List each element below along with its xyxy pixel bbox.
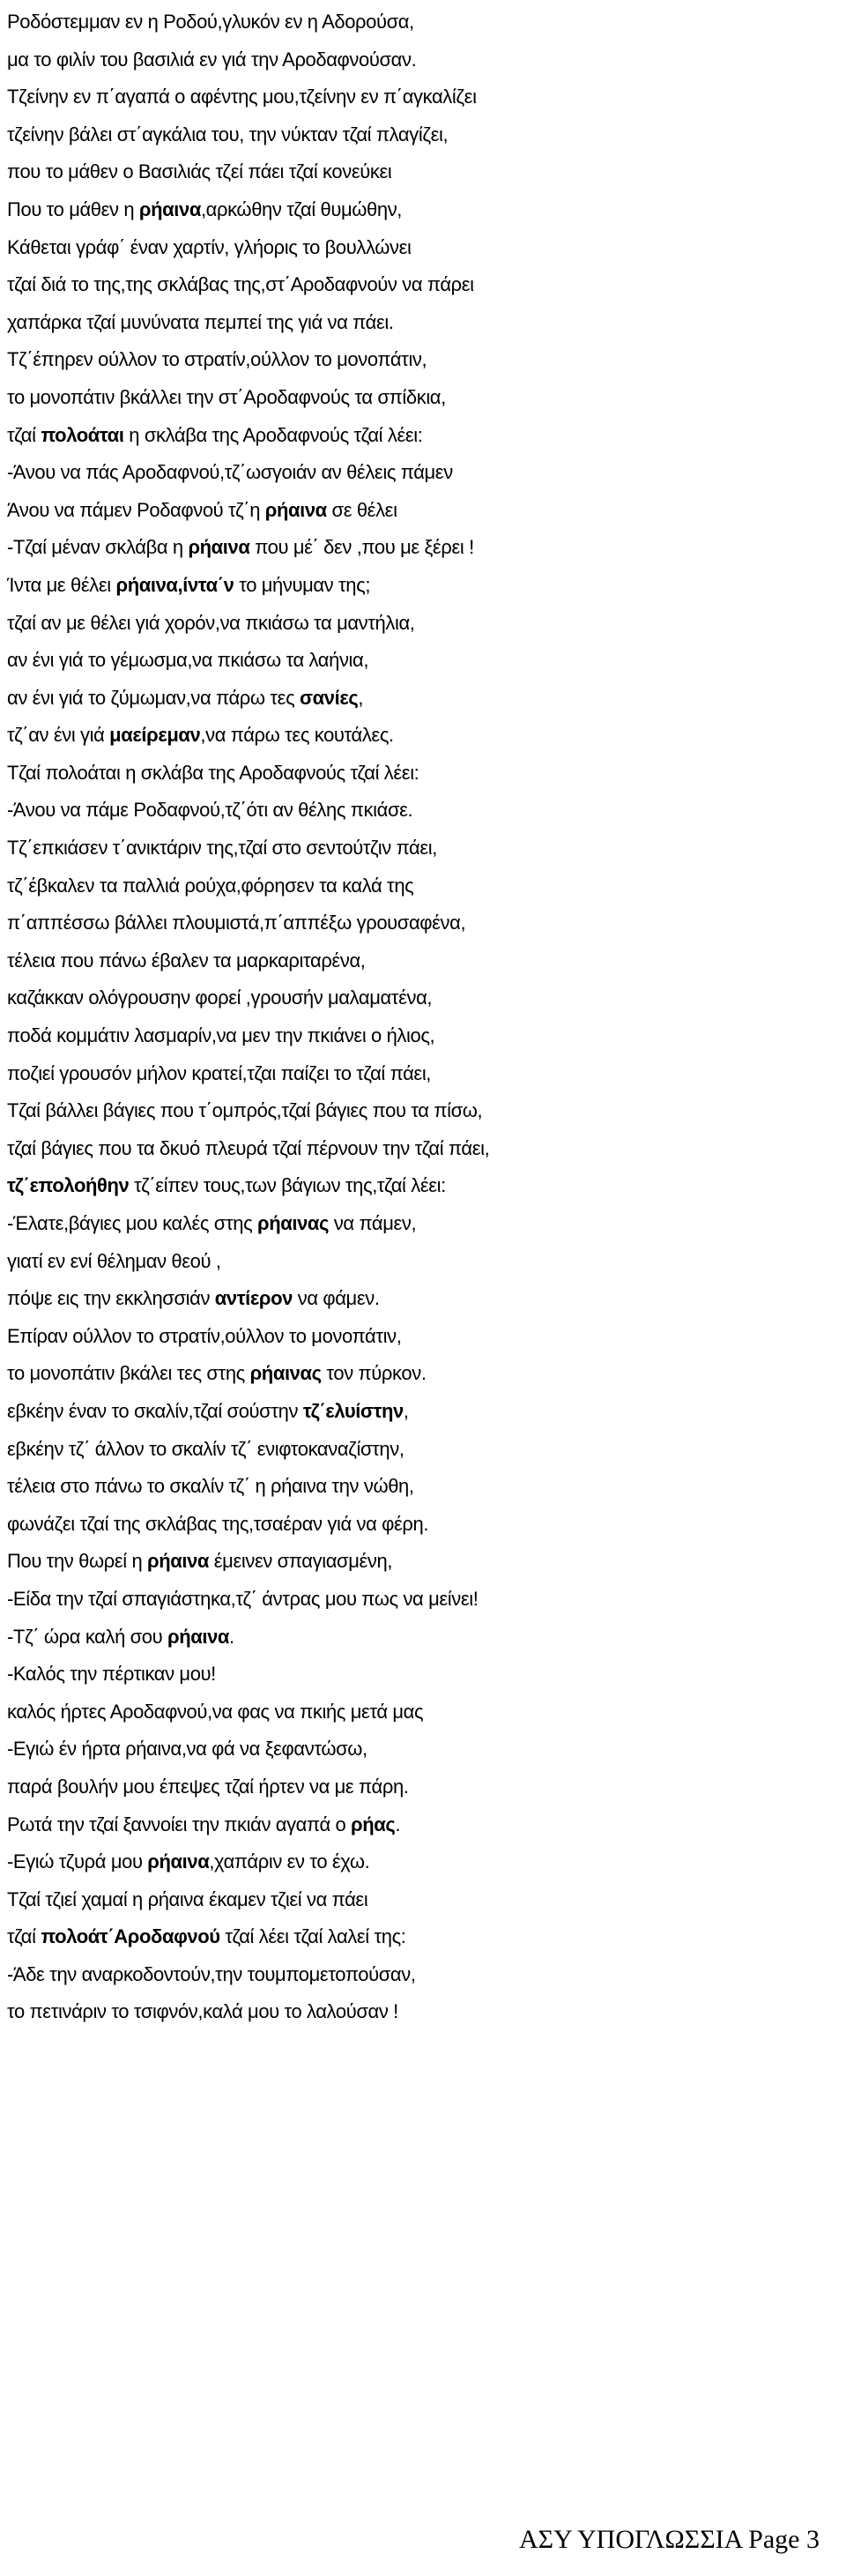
poem-line bbox=[7, 1656, 842, 1694]
line-text: σε θέλει bbox=[326, 498, 397, 521]
line-text: τζαί bbox=[7, 1925, 41, 1948]
poem-line bbox=[7, 1393, 842, 1431]
line-text: τέλεια που πάνω έβαλεν τα μαρκαριταρένα, bbox=[7, 949, 366, 972]
poem-line bbox=[7, 1843, 842, 1881]
poem-line bbox=[7, 567, 842, 605]
line-text: Επίραν ούλλον το στρατίν,ούλλον το μονοπάτιν, bbox=[7, 1324, 402, 1347]
poem-line bbox=[7, 1956, 842, 1994]
poem-line bbox=[7, 642, 842, 680]
emphasized-word: ρήας bbox=[351, 1813, 396, 1835]
poem-body bbox=[7, 4, 842, 2031]
poem-line bbox=[7, 1918, 842, 1956]
poem-line bbox=[7, 680, 842, 718]
line-text: Τζείνην εν π΄αγαπά ο αφέντης μου,τζείνην εν π΄αγκαλίζει bbox=[7, 86, 477, 108]
poem-line bbox=[7, 942, 842, 980]
poem-line bbox=[7, 191, 842, 229]
emphasized-word: ρήαινα bbox=[138, 197, 201, 220]
line-text: -Καλός την πέρτικαν μου! bbox=[7, 1663, 216, 1686]
line-text: ,να πάρω τες κουτάλες. bbox=[200, 724, 394, 747]
line-text: το πετινάριν το τσιφνόν,καλά μου το λαλούσαν ! bbox=[7, 2000, 398, 2023]
poem-line bbox=[7, 1993, 842, 2031]
line-text: , bbox=[403, 1399, 409, 1422]
emphasized-word: ρήαινα bbox=[167, 1625, 230, 1648]
line-text: τζαί βάγιες που τα δκυό πλευρά τζαί πέρνουν την τζαί πάει, bbox=[7, 1136, 490, 1159]
poem-line bbox=[7, 717, 842, 755]
line-text: Τζαί πολοάται η σκλάβα της Αροδαφνούς τζαί λέει: bbox=[7, 761, 419, 784]
poem-line bbox=[7, 755, 842, 793]
line-text: τζ΄αν ένι γιά bbox=[7, 724, 110, 747]
poem-line bbox=[7, 1619, 842, 1657]
poem-line bbox=[7, 605, 842, 643]
line-text: τζ΄έβκαλεν τα παλλιά ρούχα,φόρησεν τα καλά της bbox=[7, 874, 414, 897]
line-text: τον πύρκον. bbox=[321, 1362, 427, 1385]
line-text: Τζ΄έπηρεν ούλλον το στρατίν,ούλλον το μονοπάτιν, bbox=[7, 348, 427, 371]
line-text: τζαί bbox=[7, 423, 41, 446]
poem-line bbox=[7, 78, 842, 116]
line-text: ποδά κομμάτιν λασμαρίν,να μεν την πκιάνει ο ήλιος, bbox=[7, 1024, 435, 1047]
line-text: εβκέην έναν το σκαλίν,τζαί σούστην bbox=[7, 1399, 303, 1422]
line-text: ,χαπάριν εν το έχω. bbox=[209, 1850, 370, 1873]
poem-line bbox=[7, 1543, 842, 1581]
line-text: Που το μάθεν η bbox=[7, 197, 139, 220]
poem-line bbox=[7, 1694, 842, 1731]
line-text: το μονοπάτιν βκάλλει την στ΄Αροδαφνούς τα σπίδκια, bbox=[7, 385, 446, 408]
emphasized-word: πολοάτ΄Αροδαφνού bbox=[41, 1925, 220, 1948]
line-text: το μονοπάτιν βκάλει τες στης bbox=[7, 1362, 250, 1385]
poem-line bbox=[7, 867, 842, 905]
line-text: -Άνου να πάμε Ροδαφνού,τζ΄ότι αν θέλης πκιάσε. bbox=[7, 799, 413, 822]
poem-line bbox=[7, 379, 842, 417]
poem-line bbox=[7, 830, 842, 867]
line-text: Τζαί βάλλει βάγιες που τ΄ομπρός,τζαί βάγιες που τα πίσω, bbox=[7, 1099, 483, 1122]
emphasized-word: αντίερον bbox=[214, 1287, 293, 1310]
line-text: που μέ΄ δεν ,που με ξέρει ! bbox=[249, 536, 474, 559]
poem-line bbox=[7, 41, 842, 79]
line-text: -Εγιώ τζυρά μου bbox=[7, 1850, 148, 1873]
emphasized-word: ρήαινας bbox=[249, 1362, 322, 1385]
poem-line bbox=[7, 1280, 842, 1318]
emphasized-word: τζ΄ελυίστην bbox=[302, 1399, 404, 1422]
poem-line bbox=[7, 1731, 842, 1768]
line-text: -Έλατε,βάγιες μου καλές στης bbox=[7, 1212, 258, 1234]
line-text: π΄αππέσσω βάλλει πλουμιστά,π΄αππέξω γρουσαφένα, bbox=[7, 912, 466, 934]
line-text: τζαί διά το της,της σκλάβας της,στ΄Αροδαφνούν να πάρει bbox=[7, 273, 474, 296]
line-text: τζαί λέει τζαί λαλεί της: bbox=[219, 1925, 406, 1948]
line-text: αν ένι γιά το ζύμωμαν,να πάρω τες bbox=[7, 686, 301, 709]
line-text: τέλεια στο πάνω το σκαλίν τζ΄ η ρήαινα την νώθη, bbox=[7, 1475, 414, 1498]
line-text: . bbox=[229, 1625, 234, 1648]
poem-line bbox=[7, 1581, 842, 1619]
line-text: ποζιεί γρουσόν μήλον κρατεί,τζαι παίζει το τζαί πάει, bbox=[7, 1061, 432, 1084]
emphasized-word: ρήαινα bbox=[147, 1850, 210, 1873]
line-text: αν ένι γιά το γέμωσμα,να πκιάσω τα λαήνια, bbox=[7, 649, 369, 672]
poem-line bbox=[7, 792, 842, 830]
poem-line bbox=[7, 304, 842, 342]
line-text: εβκέην τζ΄ άλλον το σκαλίν τζ΄ ενιφτοκαναζίστην, bbox=[7, 1437, 404, 1460]
line-text: να φάμεν. bbox=[293, 1287, 380, 1310]
emphasized-word: ρήαινα bbox=[147, 1550, 210, 1573]
poem-line bbox=[7, 1167, 842, 1205]
line-text: Ρωτά την τζαί ξαννοίει την πκιάν αγαπά ο bbox=[7, 1813, 352, 1835]
poem-line bbox=[7, 116, 842, 154]
poem-line bbox=[7, 1768, 842, 1806]
poem-line bbox=[7, 1881, 842, 1919]
poem-line bbox=[7, 417, 842, 455]
poem-line bbox=[7, 1055, 842, 1093]
poem-line bbox=[7, 529, 842, 567]
poem-line bbox=[7, 1130, 842, 1168]
line-text: πόψε εις την εκκλησσιάν bbox=[7, 1287, 215, 1310]
line-text: η σκλάβα της Αροδαφνούς τζαί λέει: bbox=[123, 423, 423, 446]
poem-line bbox=[7, 1355, 842, 1393]
line-text: καλός ήρτες Αροδαφνού,να φας να πκιής μετά μας bbox=[7, 1700, 424, 1723]
poem-line bbox=[7, 153, 842, 191]
emphasized-word: ρήαινας bbox=[257, 1212, 330, 1234]
line-text: Που την θωρεί η bbox=[7, 1550, 147, 1573]
poem-line bbox=[7, 341, 842, 379]
poem-line bbox=[7, 454, 842, 492]
poem-line bbox=[7, 905, 842, 942]
line-text: παρά βουλήν μου έπεψες τζαί ήρτεν να με πάρη. bbox=[7, 1775, 409, 1798]
poem-line bbox=[7, 1318, 842, 1356]
line-text: μα το φιλίν του βασιλιά εν γιά την Αροδαφνούσαν. bbox=[7, 48, 417, 71]
poem-line bbox=[7, 1431, 842, 1469]
emphasized-word: πολοάται bbox=[41, 423, 124, 446]
line-text: χαπάρκα τζαί μυνύνατα πεμπεί της γιά να πάει. bbox=[7, 310, 394, 333]
line-text: -Τζαί μέναν σκλάβα η bbox=[7, 536, 189, 559]
poem-line bbox=[7, 979, 842, 1017]
poem-line bbox=[7, 1468, 842, 1506]
page-footer: ΑΣΥ ΥΠΟΓΛΩΣΣΙΑ Page 3 bbox=[518, 2525, 820, 2554]
line-text: τζείνην βάλει στ΄αγκάλια του, την νύκταν τζαί πλαγίζει, bbox=[7, 123, 449, 145]
line-text: ,αρκώθην τζαί θυμώθην, bbox=[200, 197, 403, 220]
poem-line bbox=[7, 1205, 842, 1243]
poem-line bbox=[7, 4, 842, 41]
line-text: -Εγιώ έν ήρτα ρήαινα,να φά να ξεφαντώσω, bbox=[7, 1738, 367, 1761]
poem-line bbox=[7, 1243, 842, 1281]
emphasized-word: ρήαινα bbox=[188, 536, 250, 559]
poem-line bbox=[7, 266, 842, 304]
emphasized-word: ρήαινα bbox=[264, 498, 327, 521]
line-text: , bbox=[358, 686, 364, 709]
line-text: Κάθεται γράφ΄ έναν χαρτίν, γλήορις το βουλλώνει bbox=[7, 235, 412, 258]
line-text: που το μάθεν ο Βασιλιάς τζεί πάει τζαί κονεύκει bbox=[7, 160, 392, 183]
line-text: Τζαί τζιεί χαμαί η ρήαινα έκαμεν τζιεί να πάει bbox=[7, 1887, 368, 1910]
line-text: -Τζ΄ ώρα καλή σου bbox=[7, 1625, 167, 1648]
line-text: να πάμεν, bbox=[329, 1212, 417, 1234]
line-text: έμεινεν σπαγιασμένη, bbox=[209, 1550, 393, 1573]
line-text: τζαί αν με θέλει γιά χορόν,να πκιάσω τα μαντήλια, bbox=[7, 611, 415, 634]
line-text: . bbox=[395, 1813, 401, 1835]
emphasized-word: ρήαινα,ίντα΄ν bbox=[115, 573, 234, 596]
line-text: καζάκκαν ολόγρουσην φορεί ,γρουσήν μαλαματένα, bbox=[7, 986, 433, 1009]
poem-line bbox=[7, 1506, 842, 1544]
line-text: Ίντα με θέλει bbox=[7, 573, 116, 596]
emphasized-word: σανίες bbox=[300, 686, 359, 709]
line-text: Άνου να πάμεν Ροδαφνού τζ΄η bbox=[7, 498, 265, 521]
line-text: τζ΄είπεν τους,των βάγιων της,τζαί λέει: bbox=[129, 1174, 446, 1197]
line-text: -Άδε την αναρκοδοντούν,την τουμπομετοπούσαν, bbox=[7, 1962, 416, 1985]
line-text: Ροδόστεμμαν εν η Ροδού,γλυκόν εν η Αδορούσα, bbox=[7, 11, 414, 33]
line-text: φωνάζει τζαί της σκλάβας της,τσαέραν γιά να φέρη. bbox=[7, 1512, 429, 1535]
poem-line bbox=[7, 492, 842, 530]
poem-line bbox=[7, 1092, 842, 1130]
poem-line bbox=[7, 1806, 842, 1844]
line-text: Τζ΄επκιάσεν τ΄ανικτάριν της,τζαί στο σεντούτζιν πάει, bbox=[7, 837, 437, 860]
line-text: το μήνυμαν της; bbox=[234, 573, 371, 596]
emphasized-word: τζ΄επολοήθην bbox=[7, 1174, 130, 1197]
line-text: γιατί εν ενί θέλημαν θεού , bbox=[7, 1249, 221, 1272]
poem-line bbox=[7, 1017, 842, 1055]
line-text: -Άνου να πάς Αροδαφνού,τζ΄ωσγοιάν αν θέλεις πάμεν bbox=[7, 461, 453, 484]
line-text: -Είδα την τζαί σπαγιάστηκα,τζ΄ άντρας μου πως να μείνει! bbox=[7, 1587, 479, 1610]
poem-line bbox=[7, 229, 842, 267]
emphasized-word: μαείρεμαν bbox=[109, 724, 201, 747]
